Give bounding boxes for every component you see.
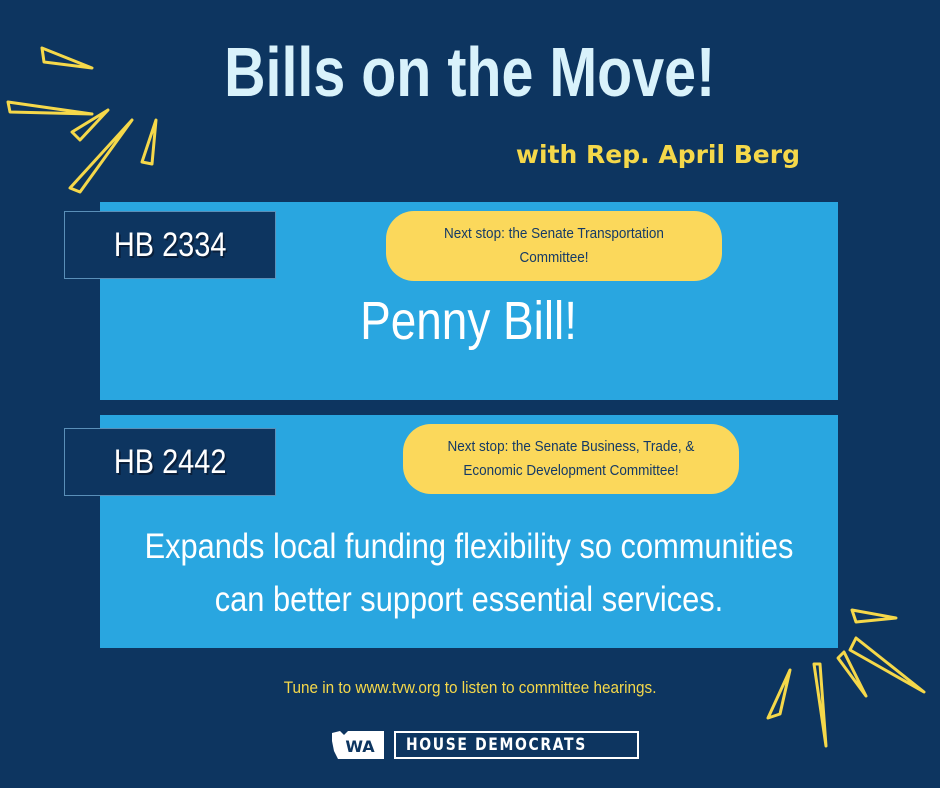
bill-number: HB 2442	[113, 442, 227, 481]
next-stop-text: Next stop: the Senate Transportation Committee!	[444, 225, 664, 266]
washington-state-icon	[330, 729, 386, 761]
bill-number: HB 2334	[113, 225, 227, 264]
next-stop-pill	[403, 424, 739, 494]
bill-number-badge	[64, 428, 276, 496]
page-title: Bills on the Move!	[224, 33, 716, 111]
footer-note: Tune in to www.tvw.org to listen to committee hearings.	[283, 678, 657, 697]
next-stop-pill	[386, 211, 722, 281]
brand-name: HOUSE DEMOCRATS	[394, 731, 639, 759]
next-stop-text: Next stop: the Senate Business, Trade, & Economic Development Committee!	[447, 438, 695, 479]
page-subtitle: with Rep. April Berg	[515, 140, 800, 169]
bill-description: Penny Bill!	[360, 291, 578, 351]
brand-logo	[330, 728, 639, 762]
wa-logo-text: WA	[345, 737, 375, 756]
bill-description: Expands local funding flexibility so communities can better support essential services.	[144, 527, 794, 619]
bill-number-badge	[64, 211, 276, 279]
